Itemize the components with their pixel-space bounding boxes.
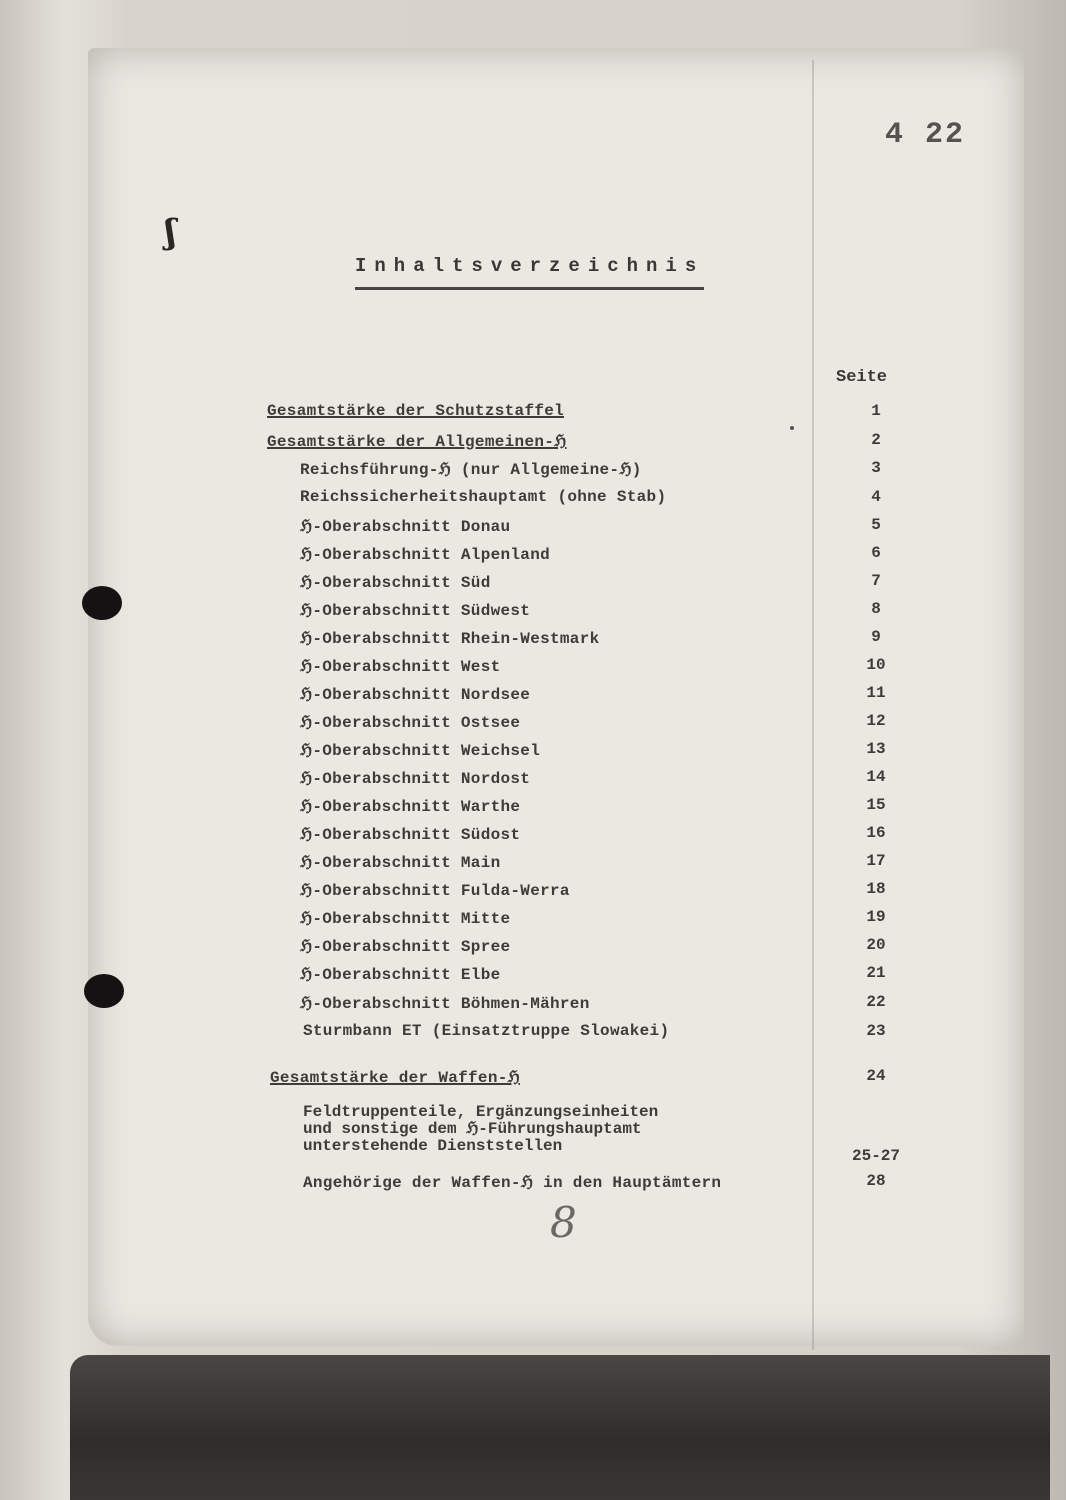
toc-page: 11 [866, 684, 886, 702]
toc-label: ℌ-Oberabschnitt Nordost [300, 770, 531, 788]
column-header-seite: Seite [836, 368, 888, 387]
handwritten-mark: 8 [550, 1198, 577, 1247]
toc-row [0, 1067, 1066, 1093]
toc-row [0, 628, 1066, 654]
toc-label: ℌ-Oberabschnitt West [300, 658, 501, 676]
toc-row [0, 544, 1066, 570]
page-stamp: 4 22 [885, 118, 966, 152]
toc-label: ℌ-Oberabschnitt Weichsel [300, 742, 541, 760]
toc-label: ℌ-Oberabschnitt Donau [300, 518, 511, 536]
toc-page: 23 [866, 1022, 886, 1040]
toc-row [0, 572, 1066, 598]
toc-page: 3 [871, 459, 881, 477]
toc-label: ℌ-Oberabschnitt Süd [300, 574, 491, 592]
toc-page: 9 [871, 628, 881, 646]
toc-row [0, 488, 1066, 514]
toc-row [0, 431, 1066, 457]
toc-row [0, 459, 1066, 485]
toc-page: 15 [866, 796, 886, 814]
toc-page: 6 [871, 544, 881, 562]
toc-label: Reichsführung-ℌ (nur Allgemeine-ℌ) [300, 461, 642, 479]
toc-multiline-page: 25-27 [851, 1147, 900, 1165]
toc-page: 17 [866, 852, 886, 870]
toc-label: ℌ-Oberabschnitt Südwest [300, 602, 531, 620]
toc-row [0, 852, 1066, 878]
toc-label: ℌ-Oberabschnitt Böhmen-Mähren [300, 995, 590, 1013]
page-title: Inhaltsverzeichnis [355, 255, 704, 290]
toc-page: 4 [871, 488, 881, 506]
toc-label: ℌ-Oberabschnitt Warthe [300, 798, 521, 816]
toc-row-last [0, 1172, 1066, 1198]
toc-page: 19 [866, 908, 886, 926]
toc-label: ℌ-Oberabschnitt Nordsee [300, 686, 531, 704]
toc-row [0, 936, 1066, 962]
scan-dark-edge [70, 1355, 1050, 1500]
toc-page: 2 [871, 431, 881, 449]
toc-page: 24 [866, 1067, 886, 1085]
toc-page: 22 [866, 993, 886, 1011]
toc-row [0, 1022, 1066, 1048]
toc-row [0, 993, 1066, 1019]
toc-row [0, 796, 1066, 822]
toc-page: 28 [866, 1172, 886, 1190]
toc-label: Gesamtstärke der Allgemeinen-ℌ [267, 433, 567, 451]
toc-row [0, 908, 1066, 934]
toc-row [0, 964, 1066, 990]
toc-multiline-line3: unterstehende Dienststellen [303, 1137, 563, 1155]
toc-label: ℌ-Oberabschnitt Südost [300, 826, 521, 844]
toc-label: Angehörige der Waffen-ℌ in den Hauptämtern [303, 1174, 722, 1192]
toc-page: 21 [866, 964, 886, 982]
toc-row [0, 684, 1066, 710]
toc-page: 8 [871, 600, 881, 618]
toc-page: 13 [866, 740, 886, 758]
toc-row [0, 656, 1066, 682]
toc-multiline-entry [303, 1104, 658, 1155]
toc-row [0, 824, 1066, 850]
toc-page: 16 [866, 824, 886, 842]
toc-label: ℌ-Oberabschnitt Spree [300, 938, 511, 956]
toc-row [0, 516, 1066, 542]
toc-label: ℌ-Oberabschnitt Mitte [300, 910, 511, 928]
toc-row [0, 768, 1066, 794]
toc-page: 12 [866, 712, 886, 730]
toc-label: ℌ-Oberabschnitt Main [300, 854, 501, 872]
toc-label: ℌ-Oberabschnitt Fulda-Werra [300, 882, 570, 900]
toc-label: ℌ-Oberabschnitt Alpenland [300, 546, 551, 564]
toc-label: ℌ-Oberabschnitt Rhein-Westmark [300, 630, 600, 648]
toc-label: Gesamtstärke der Schutzstaffel [267, 402, 565, 420]
ink-speck [790, 426, 794, 430]
toc-row [0, 402, 1066, 428]
toc-page: 18 [866, 880, 886, 898]
toc-page: 10 [866, 656, 886, 674]
toc-label: Reichssicherheitshauptamt (ohne Stab) [300, 488, 667, 506]
toc-page: 20 [866, 936, 886, 954]
toc-label: ℌ-Oberabschnitt Ostsee [300, 714, 521, 732]
toc-page: 1 [871, 402, 881, 420]
toc-multiline-line1: Feldtruppenteile, Ergänzungseinheiten [303, 1103, 659, 1121]
toc-page: 5 [871, 516, 881, 534]
toc-page: 7 [871, 572, 881, 590]
toc-row [0, 880, 1066, 906]
toc-label: ℌ-Oberabschnitt Elbe [300, 966, 501, 984]
toc-multiline-line2: und sonstige dem ℌ-Führungshauptamt [303, 1120, 642, 1138]
toc-row [0, 600, 1066, 626]
margin-mark: ʃ [165, 212, 177, 252]
toc-row [0, 712, 1066, 738]
toc-row [0, 740, 1066, 766]
toc-label: Sturmbann ET (Einsatztruppe Slowakei) [303, 1022, 670, 1040]
toc-label: Gesamtstärke der Waffen-ℌ [270, 1069, 521, 1087]
toc-page: 14 [866, 768, 886, 786]
